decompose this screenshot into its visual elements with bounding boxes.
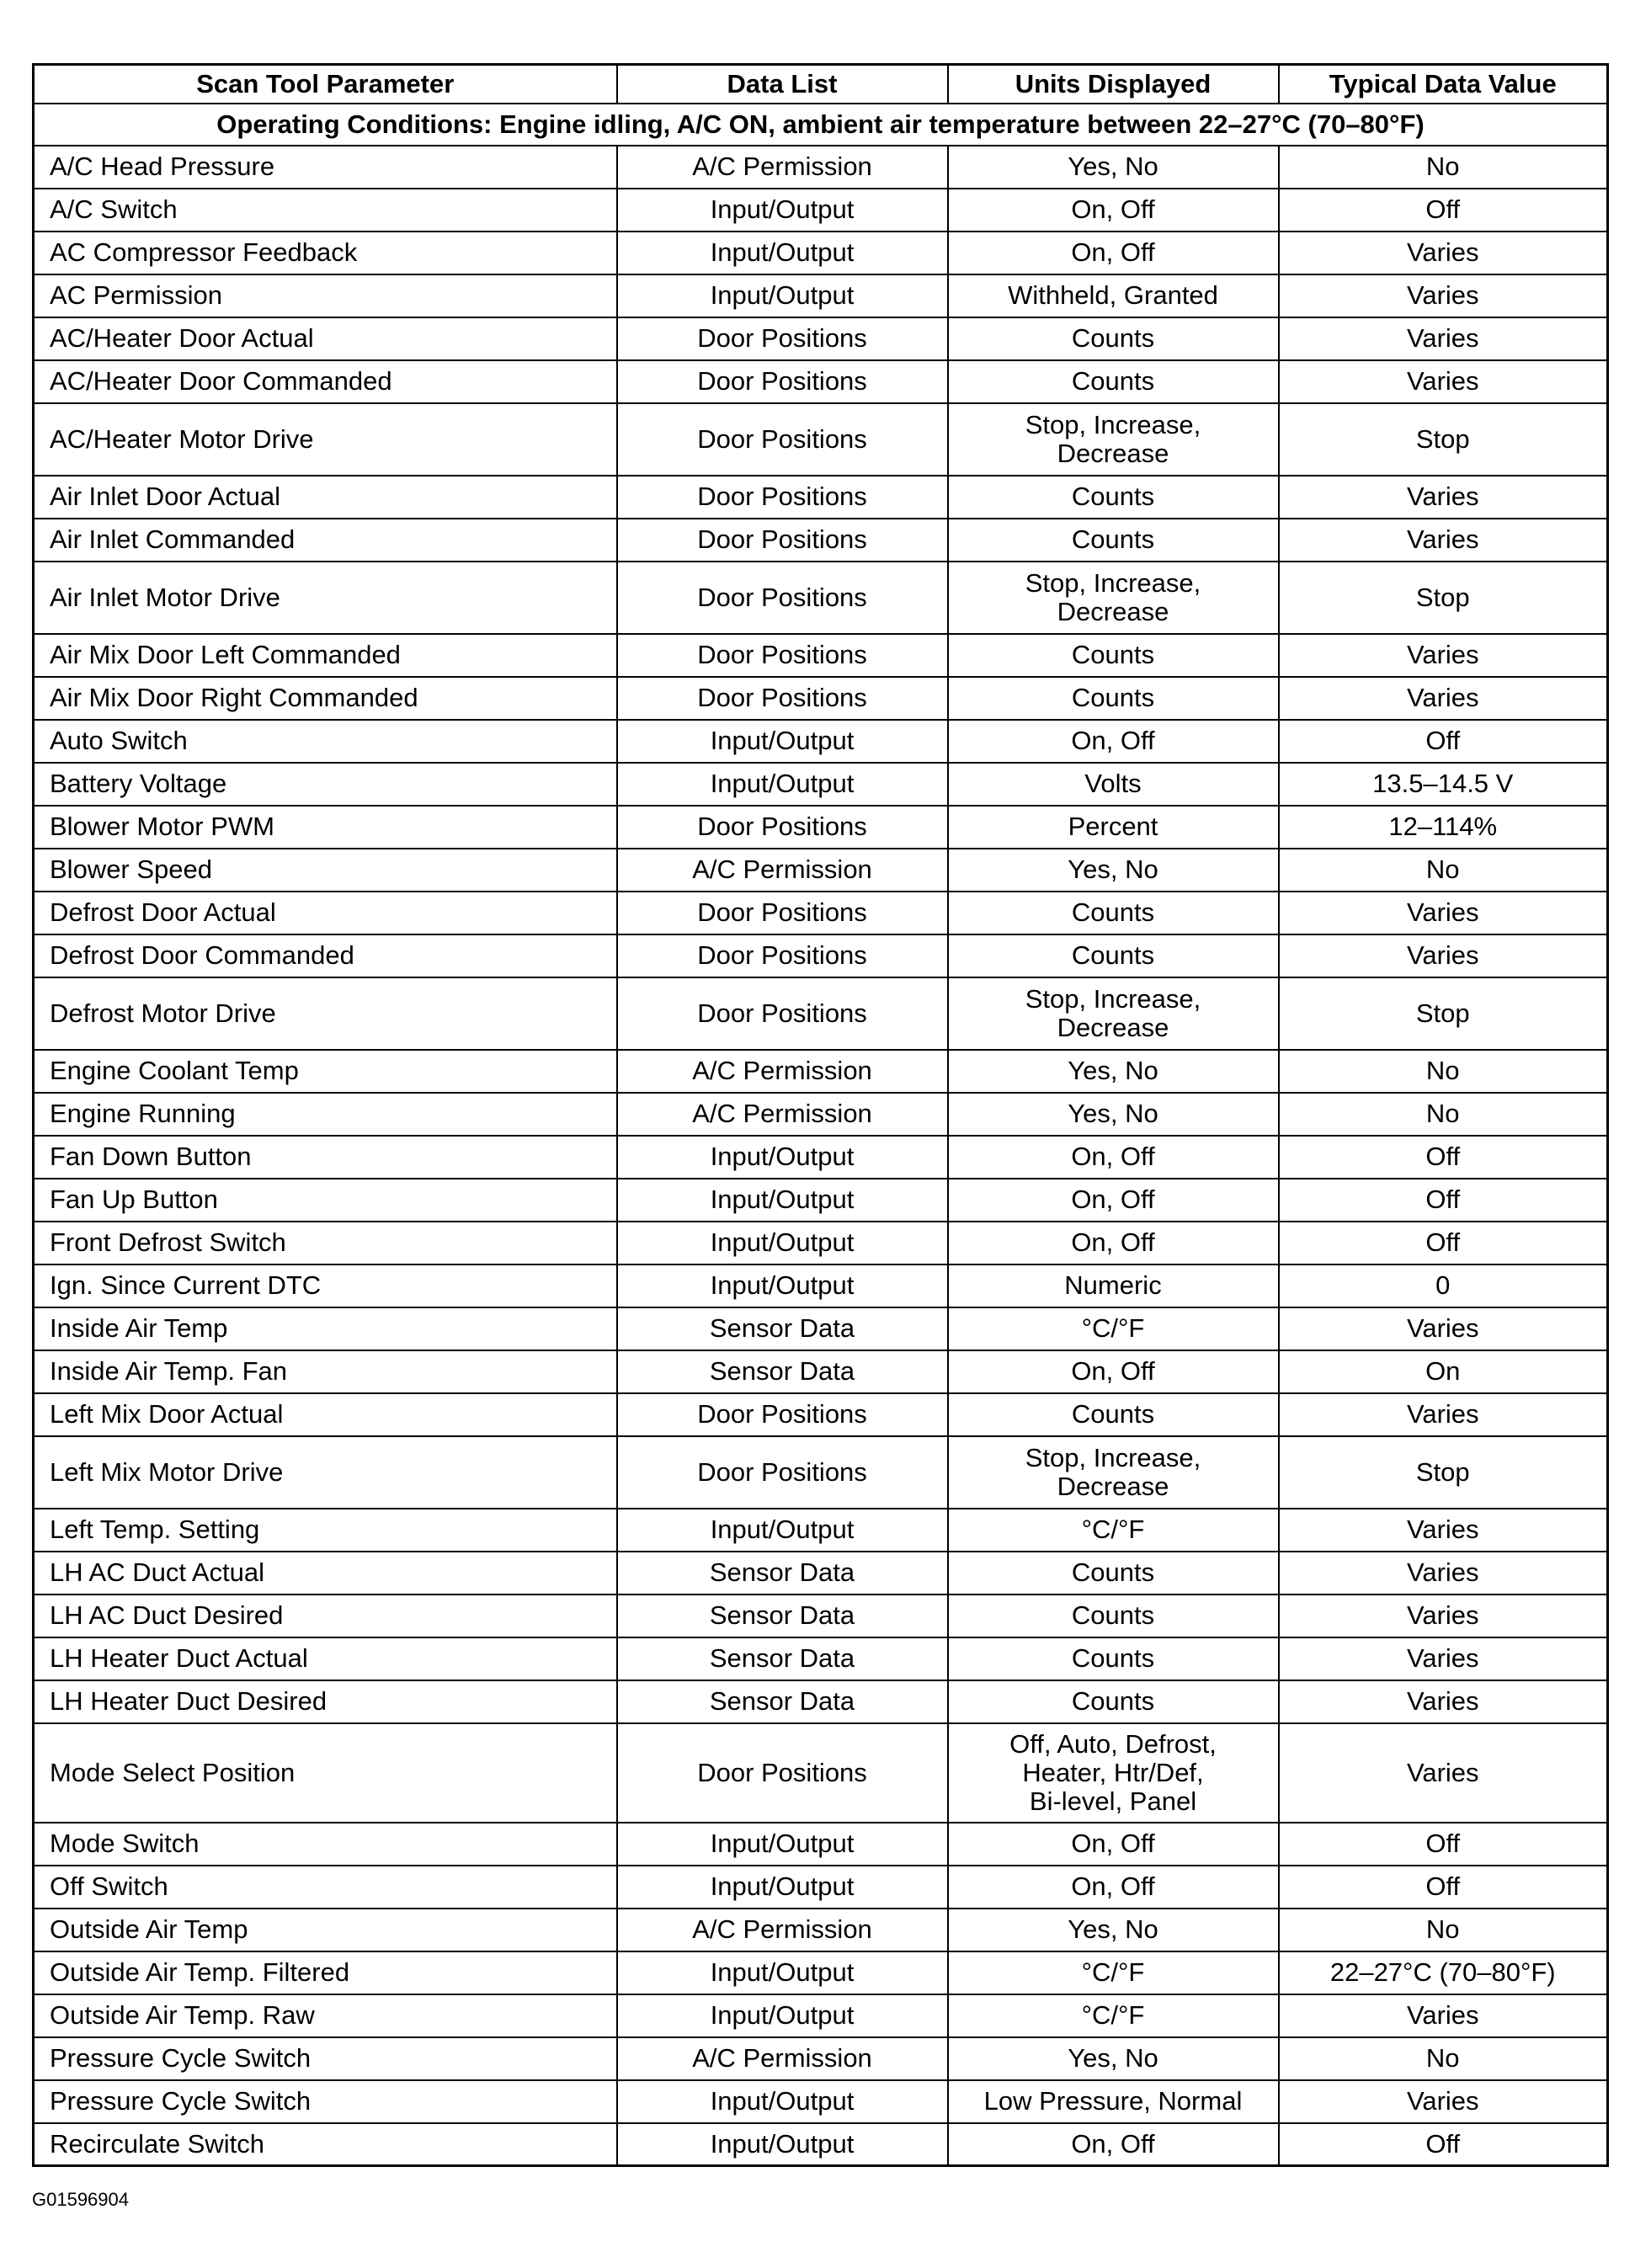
figure-id: G01596904	[32, 2189, 129, 2210]
table-row	[34, 1509, 1608, 1552]
table-row	[34, 977, 1608, 1050]
typical-value-cell: Off	[1279, 720, 1608, 763]
units-cell: Counts	[948, 476, 1279, 519]
table-row	[34, 1222, 1608, 1264]
data-list-cell: Input/Output	[617, 1866, 948, 1909]
parameter-cell: Mode Switch	[34, 1823, 617, 1866]
units-cell: Counts	[948, 634, 1279, 677]
table-row	[34, 232, 1608, 274]
table-row	[34, 1994, 1608, 2037]
table-row	[34, 634, 1608, 677]
typical-value-cell: 13.5–14.5 V	[1279, 763, 1608, 806]
units-cell: On, Off	[948, 1823, 1279, 1866]
parameter-cell: Inside Air Temp	[34, 1307, 617, 1350]
typical-value-cell: Off	[1279, 2123, 1608, 2166]
data-list-cell: A/C Permission	[617, 2037, 948, 2080]
typical-value-cell: Off	[1279, 189, 1608, 232]
table-row	[34, 1637, 1608, 1680]
typical-value-cell: Off	[1279, 1136, 1608, 1179]
typical-value-cell: Varies	[1279, 1509, 1608, 1552]
typical-value-cell: Off	[1279, 1823, 1608, 1866]
data-list-cell: A/C Permission	[617, 146, 948, 189]
table-row	[34, 1307, 1608, 1350]
typical-value-cell: Varies	[1279, 476, 1608, 519]
units-cell: On, Off	[948, 189, 1279, 232]
data-list-cell: A/C Permission	[617, 1909, 948, 1951]
parameter-cell: Outside Air Temp	[34, 1909, 617, 1951]
parameter-cell: Auto Switch	[34, 720, 617, 763]
data-list-cell: Door Positions	[617, 562, 948, 634]
typical-value-cell: Varies	[1279, 1994, 1608, 2037]
parameter-cell: Outside Air Temp. Raw	[34, 1994, 617, 2037]
parameter-cell: Inside Air Temp. Fan	[34, 1350, 617, 1393]
units-cell: Counts	[948, 1552, 1279, 1595]
table-row	[34, 1179, 1608, 1222]
typical-value-cell: Varies	[1279, 232, 1608, 274]
typical-value-cell: Off	[1279, 1222, 1608, 1264]
data-list-cell: Door Positions	[617, 1723, 948, 1823]
data-list-cell: Sensor Data	[617, 1552, 948, 1595]
units-cell: On, Off	[948, 720, 1279, 763]
typical-value-cell: 0	[1279, 1264, 1608, 1307]
table-row	[34, 476, 1608, 519]
table-row	[34, 849, 1608, 892]
units-cell: Counts	[948, 1595, 1279, 1637]
units-cell: Yes, No	[948, 1093, 1279, 1136]
units-cell: Stop, Increase, Decrease	[948, 977, 1279, 1050]
data-list-cell: Door Positions	[617, 892, 948, 934]
table-row	[34, 1595, 1608, 1637]
units-cell: Yes, No	[948, 146, 1279, 189]
parameter-cell: Left Mix Door Actual	[34, 1393, 617, 1436]
header-row	[34, 65, 1608, 104]
table-row	[34, 1552, 1608, 1595]
parameter-cell: Blower Motor PWM	[34, 806, 617, 849]
table-row	[34, 403, 1608, 476]
units-cell: Off, Auto, Defrost, Heater, Htr/Def, Bi-level, Panel	[948, 1723, 1279, 1823]
units-cell: On, Off	[948, 1350, 1279, 1393]
parameter-cell: Fan Up Button	[34, 1179, 617, 1222]
units-cell: Stop, Increase, Decrease	[948, 1436, 1279, 1509]
header-scan-tool-parameter: Scan Tool Parameter	[34, 65, 617, 104]
parameter-cell: AC/Heater Door Commanded	[34, 360, 617, 403]
table-row	[34, 677, 1608, 720]
parameter-cell: AC Permission	[34, 274, 617, 317]
typical-value-cell: Varies	[1279, 1595, 1608, 1637]
parameter-cell: Front Defrost Switch	[34, 1222, 617, 1264]
table-row	[34, 1680, 1608, 1723]
parameter-cell: Fan Down Button	[34, 1136, 617, 1179]
typical-value-cell: Stop	[1279, 1436, 1608, 1509]
typical-value-cell: Varies	[1279, 2080, 1608, 2123]
data-list-cell: Door Positions	[617, 403, 948, 476]
parameter-cell: Air Inlet Motor Drive	[34, 562, 617, 634]
table-row	[34, 1093, 1608, 1136]
header-data-list: Data List	[617, 65, 948, 104]
units-cell: On, Off	[948, 1866, 1279, 1909]
typical-value-cell: 12–114%	[1279, 806, 1608, 849]
scan-tool-data-table	[32, 63, 1609, 2167]
table-row	[34, 1951, 1608, 1994]
table-row	[34, 806, 1608, 849]
table-row	[34, 2080, 1608, 2123]
table-row	[34, 1393, 1608, 1436]
table-row	[34, 1723, 1608, 1823]
table-row	[34, 562, 1608, 634]
units-cell: Yes, No	[948, 1909, 1279, 1951]
typical-value-cell: No	[1279, 146, 1608, 189]
parameter-cell: LH AC Duct Desired	[34, 1595, 617, 1637]
parameter-cell: Defrost Door Commanded	[34, 934, 617, 977]
units-cell: On, Off	[948, 1136, 1279, 1179]
data-list-cell: Input/Output	[617, 1823, 948, 1866]
table-row	[34, 1909, 1608, 1951]
typical-value-cell: Varies	[1279, 274, 1608, 317]
data-list-cell: A/C Permission	[617, 849, 948, 892]
typical-value-cell: Varies	[1279, 1393, 1608, 1436]
typical-value-cell: Stop	[1279, 562, 1608, 634]
units-cell: Numeric	[948, 1264, 1279, 1307]
operating-conditions: Operating Conditions: Engine idling, A/C ON, ambient air temperature between 22–27°C (70–80°F)	[34, 104, 1608, 146]
table-row	[34, 892, 1608, 934]
data-list-cell: Input/Output	[617, 763, 948, 806]
table-row	[34, 317, 1608, 360]
operating-conditions-row	[34, 104, 1608, 146]
typical-value-cell: Stop	[1279, 403, 1608, 476]
table-row	[34, 934, 1608, 977]
typical-value-cell: On	[1279, 1350, 1608, 1393]
parameter-cell: Outside Air Temp. Filtered	[34, 1951, 617, 1994]
units-cell: °C/°F	[948, 1994, 1279, 2037]
table-row	[34, 1050, 1608, 1093]
units-cell: °C/°F	[948, 1951, 1279, 1994]
data-list-cell: Input/Output	[617, 2123, 948, 2166]
parameter-cell: Left Temp. Setting	[34, 1509, 617, 1552]
units-cell: Counts	[948, 892, 1279, 934]
units-cell: On, Off	[948, 1222, 1279, 1264]
parameter-cell: Recirculate Switch	[34, 2123, 617, 2166]
table-row	[34, 1350, 1608, 1393]
units-cell: Counts	[948, 519, 1279, 562]
data-list-cell: Input/Output	[617, 2080, 948, 2123]
data-list-cell: Sensor Data	[617, 1637, 948, 1680]
typical-value-cell: No	[1279, 1909, 1608, 1951]
parameter-cell: Left Mix Motor Drive	[34, 1436, 617, 1509]
parameter-cell: Air Mix Door Left Commanded	[34, 634, 617, 677]
units-cell: Yes, No	[948, 2037, 1279, 2080]
table-row	[34, 519, 1608, 562]
parameter-cell: Pressure Cycle Switch	[34, 2037, 617, 2080]
units-cell: Yes, No	[948, 849, 1279, 892]
data-list-cell: Door Positions	[617, 934, 948, 977]
data-list-cell: A/C Permission	[617, 1050, 948, 1093]
parameter-cell: Air Inlet Door Actual	[34, 476, 617, 519]
units-cell: Withheld, Granted	[948, 274, 1279, 317]
data-list-cell: Sensor Data	[617, 1595, 948, 1637]
data-list-cell: Door Positions	[617, 1436, 948, 1509]
data-list-cell: Input/Output	[617, 274, 948, 317]
units-cell: On, Off	[948, 232, 1279, 274]
typical-value-cell: Varies	[1279, 519, 1608, 562]
units-cell: Counts	[948, 677, 1279, 720]
parameter-cell: AC Compressor Feedback	[34, 232, 617, 274]
data-list-cell: Input/Output	[617, 1136, 948, 1179]
units-cell: On, Off	[948, 2123, 1279, 2166]
data-list-cell: Door Positions	[617, 806, 948, 849]
typical-value-cell: Varies	[1279, 1637, 1608, 1680]
parameter-cell: AC/Heater Motor Drive	[34, 403, 617, 476]
data-list-cell: Input/Output	[617, 1222, 948, 1264]
parameter-cell: LH Heater Duct Desired	[34, 1680, 617, 1723]
parameter-cell: LH AC Duct Actual	[34, 1552, 617, 1595]
units-cell: Low Pressure, Normal	[948, 2080, 1279, 2123]
typical-value-cell: Varies	[1279, 317, 1608, 360]
typical-value-cell: No	[1279, 1050, 1608, 1093]
parameter-cell: A/C Head Pressure	[34, 146, 617, 189]
units-cell: Volts	[948, 763, 1279, 806]
data-list-cell: Sensor Data	[617, 1350, 948, 1393]
parameter-cell: Defrost Door Actual	[34, 892, 617, 934]
header-units-displayed: Units Displayed	[948, 65, 1279, 104]
data-list-cell: Input/Output	[617, 1179, 948, 1222]
units-cell: Stop, Increase, Decrease	[948, 403, 1279, 476]
data-list-cell: Door Positions	[617, 677, 948, 720]
parameter-cell: Defrost Motor Drive	[34, 977, 617, 1050]
table-row	[34, 1823, 1608, 1866]
table-row	[34, 189, 1608, 232]
data-list-cell: Sensor Data	[617, 1680, 948, 1723]
table-row	[34, 274, 1608, 317]
units-cell: Percent	[948, 806, 1279, 849]
units-cell: On, Off	[948, 1179, 1279, 1222]
table-row	[34, 1264, 1608, 1307]
data-list-cell: Door Positions	[617, 1393, 948, 1436]
data-list-cell: Input/Output	[617, 720, 948, 763]
units-cell: Yes, No	[948, 1050, 1279, 1093]
typical-value-cell: Varies	[1279, 1307, 1608, 1350]
typical-value-cell: Varies	[1279, 634, 1608, 677]
typical-value-cell: No	[1279, 849, 1608, 892]
parameter-cell: Engine Running	[34, 1093, 617, 1136]
typical-value-cell: Off	[1279, 1179, 1608, 1222]
data-list-cell: Input/Output	[617, 232, 948, 274]
typical-value-cell: Varies	[1279, 892, 1608, 934]
table-row	[34, 1866, 1608, 1909]
units-cell: °C/°F	[948, 1307, 1279, 1350]
typical-value-cell: Varies	[1279, 1552, 1608, 1595]
parameter-cell: Blower Speed	[34, 849, 617, 892]
units-cell: Counts	[948, 317, 1279, 360]
units-cell: Counts	[948, 1680, 1279, 1723]
typical-value-cell: Stop	[1279, 977, 1608, 1050]
parameter-cell: Battery Voltage	[34, 763, 617, 806]
header-typical-data-value: Typical Data Value	[1279, 65, 1608, 104]
units-cell: Counts	[948, 934, 1279, 977]
parameter-cell: Mode Select Position	[34, 1723, 617, 1823]
table-row	[34, 1136, 1608, 1179]
parameter-cell: Air Mix Door Right Commanded	[34, 677, 617, 720]
parameter-cell: LH Heater Duct Actual	[34, 1637, 617, 1680]
table-row	[34, 1436, 1608, 1509]
units-cell: Counts	[948, 1637, 1279, 1680]
data-list-cell: Input/Output	[617, 1994, 948, 2037]
table-row	[34, 2123, 1608, 2166]
typical-value-cell: 22–27°C (70–80°F)	[1279, 1951, 1608, 1994]
data-list-cell: Input/Output	[617, 1509, 948, 1552]
units-cell: Counts	[948, 1393, 1279, 1436]
table-row	[34, 763, 1608, 806]
units-cell: Counts	[948, 360, 1279, 403]
typical-value-cell: Off	[1279, 1866, 1608, 1909]
data-list-cell: Door Positions	[617, 519, 948, 562]
table-row	[34, 360, 1608, 403]
units-cell: Stop, Increase, Decrease	[948, 562, 1279, 634]
typical-value-cell: No	[1279, 1093, 1608, 1136]
parameter-cell: Off Switch	[34, 1866, 617, 1909]
typical-value-cell: No	[1279, 2037, 1608, 2080]
table-row	[34, 146, 1608, 189]
data-list-cell: A/C Permission	[617, 1093, 948, 1136]
table-row	[34, 2037, 1608, 2080]
data-list-cell: Input/Output	[617, 1951, 948, 1994]
parameter-cell: Engine Coolant Temp	[34, 1050, 617, 1093]
typical-value-cell: Varies	[1279, 934, 1608, 977]
data-list-cell: Door Positions	[617, 634, 948, 677]
parameter-cell: Air Inlet Commanded	[34, 519, 617, 562]
typical-value-cell: Varies	[1279, 677, 1608, 720]
data-list-cell: Door Positions	[617, 977, 948, 1050]
data-list-cell: Input/Output	[617, 1264, 948, 1307]
table-row	[34, 720, 1608, 763]
typical-value-cell: Varies	[1279, 1723, 1608, 1823]
parameter-cell: Pressure Cycle Switch	[34, 2080, 617, 2123]
typical-value-cell: Varies	[1279, 1680, 1608, 1723]
typical-value-cell: Varies	[1279, 360, 1608, 403]
parameter-cell: Ign. Since Current DTC	[34, 1264, 617, 1307]
data-list-cell: Door Positions	[617, 476, 948, 519]
data-list-cell: Door Positions	[617, 360, 948, 403]
parameter-cell: AC/Heater Door Actual	[34, 317, 617, 360]
data-list-cell: Input/Output	[617, 189, 948, 232]
units-cell: °C/°F	[948, 1509, 1279, 1552]
data-list-cell: Door Positions	[617, 317, 948, 360]
parameter-cell: A/C Switch	[34, 189, 617, 232]
data-list-cell: Sensor Data	[617, 1307, 948, 1350]
